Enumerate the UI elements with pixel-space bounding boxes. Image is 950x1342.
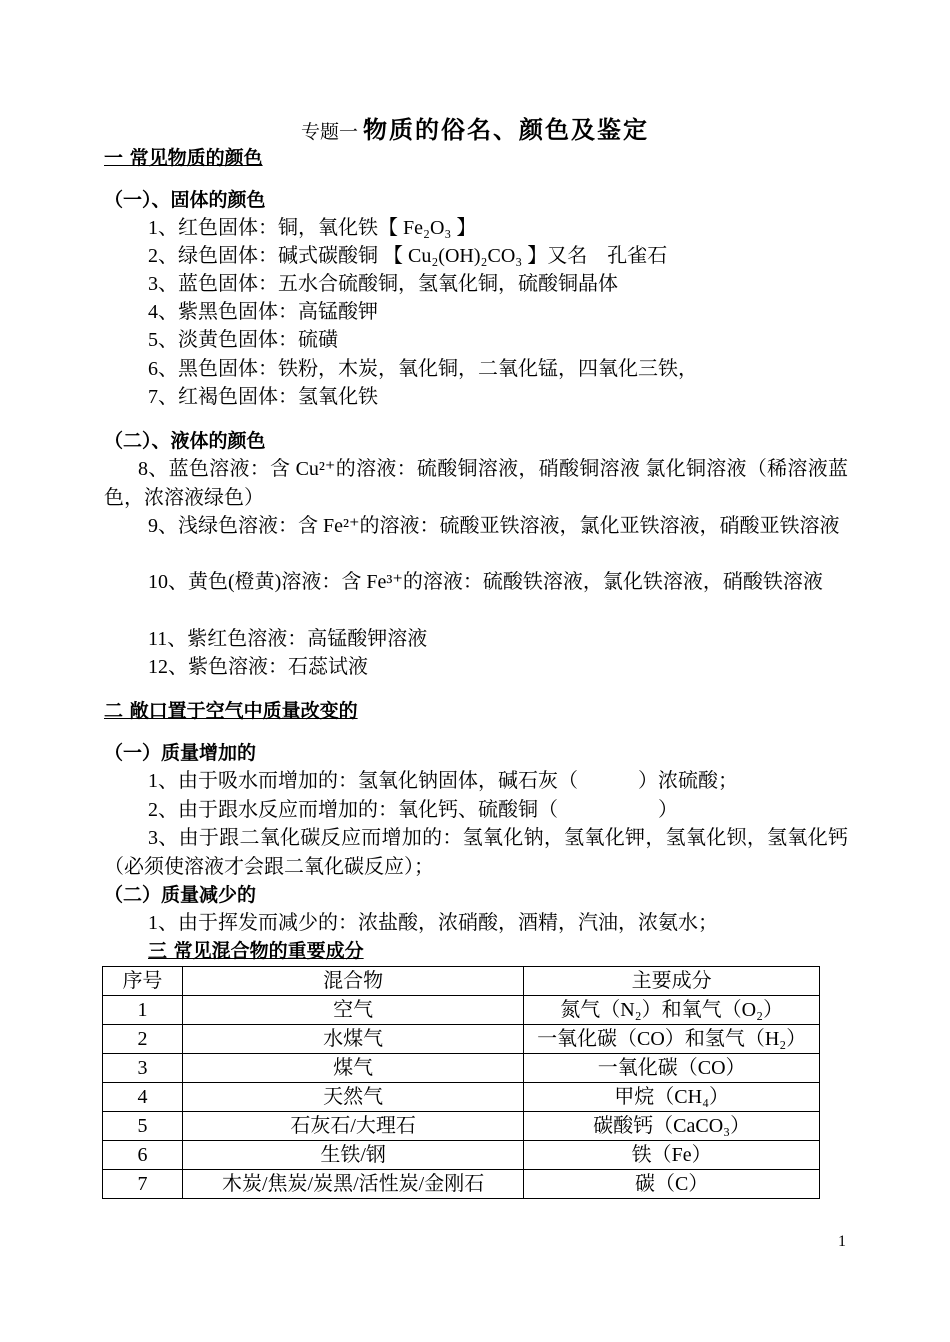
table-row xyxy=(103,1112,820,1141)
increase-item-3: 3、由于跟二氧化碳反应而增加的：氢氧化钠，氢氧化钾，氢氧化钡，氢氧化钙（必须使溶液才会跟二氧化碳反应）； xyxy=(104,827,848,878)
cell-mixture: 煤气 xyxy=(182,1054,523,1083)
cell-index: 6 xyxy=(103,1141,183,1170)
cell-component: 碳（C） xyxy=(524,1170,820,1199)
cell-index: 2 xyxy=(103,1025,183,1054)
increase-item-1: 1、由于吸水而增加的：氢氧化钠固体，碱石灰（ ）浓硫酸； xyxy=(148,770,738,792)
cell-mixture: 水煤气 xyxy=(182,1025,523,1054)
solid-item-3: 3、蓝色固体：五水合硫酸铜，氢氧化铜，硫酸铜晶体 xyxy=(148,273,618,295)
table-header-row xyxy=(103,967,820,996)
section2-heading: 二 敞口置于空气中质量改变的 xyxy=(104,700,358,722)
liquid-item-12: 12、紫色溶液：石蕊试液 xyxy=(148,656,368,678)
liquid-item-11: 11、紫红色溶液：高锰酸钾溶液 xyxy=(148,628,428,650)
table-row xyxy=(103,1083,820,1112)
header-component: 主要成分 xyxy=(524,967,820,996)
table-row xyxy=(103,1054,820,1083)
liquid-item-8: 8、蓝色溶液：含 Cu²⁺的溶液：硫酸铜溶液，硝酸铜溶液 氯化铜溶液（稀溶液蓝色，浓溶液绿色） xyxy=(104,458,848,509)
cell-component: 一氧化碳（CO） xyxy=(524,1054,820,1083)
cell-index: 3 xyxy=(103,1054,183,1083)
title-main: 物质的俗名、颜色及鉴定 xyxy=(363,118,649,144)
liquid-item-9: 9、浅绿色溶液：含 Fe²⁺的溶液：硫酸亚铁溶液，氯化亚铁溶液，硝酸亚铁溶液 xyxy=(148,515,840,537)
table-row xyxy=(103,1141,820,1170)
decrease-heading: （二）质量减少的 xyxy=(104,884,257,906)
header-index: 序号 xyxy=(103,967,183,996)
cell-index: 5 xyxy=(103,1112,183,1141)
increase-item-2: 2、由于跟水反应而增加的：氧化钙、硫酸铜（ ） xyxy=(148,799,678,821)
table-row xyxy=(103,1025,820,1054)
solid-item-6: 6、黑色固体：铁粉，木炭，氧化铜，二氧化锰，四氧化三铁， xyxy=(148,358,698,380)
cell-component: 甲烷（CH₄） xyxy=(524,1083,820,1112)
section1-heading: 一 常见物质的颜色 xyxy=(104,147,263,169)
cell-mixture: 石灰石/大理石 xyxy=(182,1112,523,1141)
cell-mixture: 天然气 xyxy=(182,1083,523,1112)
page-number: 1 xyxy=(838,1233,846,1250)
section3-heading: 三 常见混合物的重要成分 xyxy=(148,940,364,962)
title-prefix: 专题一 xyxy=(300,122,358,143)
cell-component: 一氧化碳（CO）和氢气（H₂） xyxy=(524,1025,820,1054)
solid-item-5: 5、淡黄色固体：硫磺 xyxy=(148,329,338,351)
cell-mixture: 生铁/钢 xyxy=(182,1141,523,1170)
mixture-table xyxy=(102,966,820,1199)
solid-item-7: 7、红褐色固体：氢氧化铁 xyxy=(148,386,378,408)
solids-heading: （一）、固体的颜色 xyxy=(104,189,266,211)
cell-mixture: 木炭/焦炭/炭黑/活性炭/金刚石 xyxy=(182,1170,523,1199)
solid-item-4: 4、紫黑色固体：高锰酸钾 xyxy=(148,301,378,323)
decrease-item-1: 1、由于挥发而减少的：浓盐酸，浓硝酸，酒精，汽油，浓氨水； xyxy=(148,912,718,934)
cell-index: 7 xyxy=(103,1170,183,1199)
increase-heading: （一）质量增加的 xyxy=(104,742,257,764)
table-row xyxy=(103,996,820,1025)
solid-item-1: 1、红色固体：铜，氧化铁【 Fe₂O₃ 】 xyxy=(148,217,477,239)
solid-item-2: 2、绿色固体：碱式碳酸铜 【 Cu₂(OH)₂CO₃ 】又名 孔雀石 xyxy=(148,245,668,267)
cell-index: 1 xyxy=(103,996,183,1025)
cell-component: 碳酸钙（CaCO₃） xyxy=(524,1112,820,1141)
page-title xyxy=(0,116,950,148)
cell-index: 4 xyxy=(103,1083,183,1112)
table-row xyxy=(103,1170,820,1199)
liquids-heading: （二）、液体的颜色 xyxy=(104,430,266,452)
cell-component: 铁（Fe） xyxy=(524,1141,820,1170)
cell-component: 氮气（N₂）和氧气（O₂） xyxy=(524,996,820,1025)
liquid-item-10: 10、黄色(橙黄)溶液：含 Fe³⁺的溶液：硫酸铁溶液，氯化铁溶液，硝酸铁溶液 xyxy=(148,571,823,593)
cell-mixture: 空气 xyxy=(182,996,523,1025)
header-mixture: 混合物 xyxy=(182,967,523,996)
